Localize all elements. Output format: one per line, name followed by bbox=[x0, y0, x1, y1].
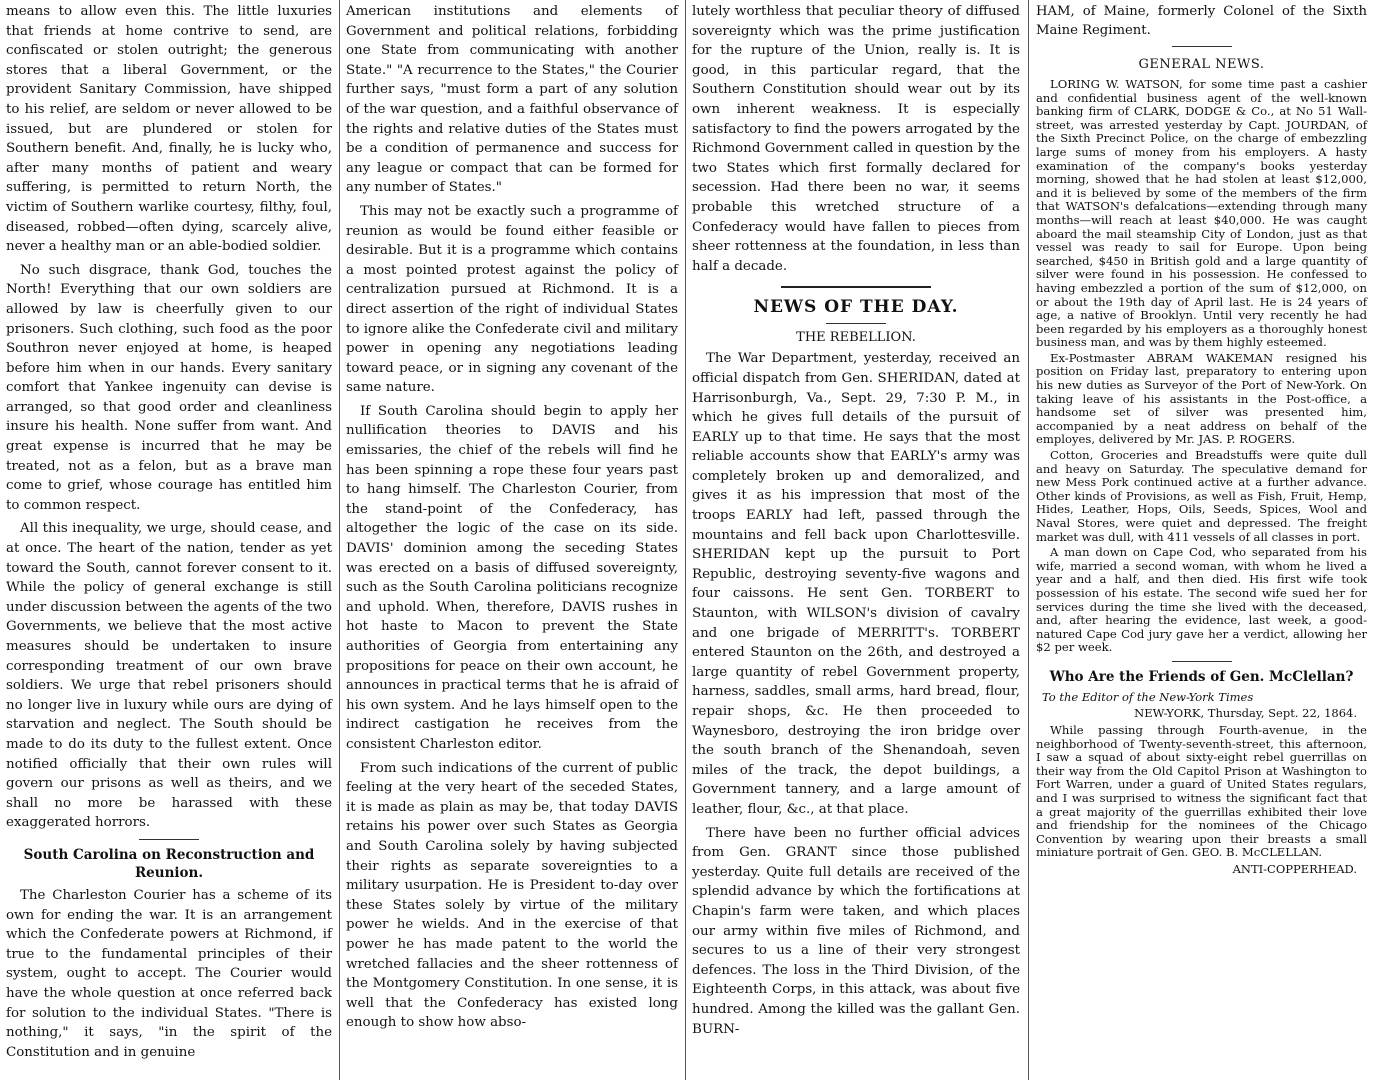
column-1 bbox=[0, 0, 338, 1080]
article-paragraph: means to allow even this. The little luxuries that friends at home contrive to send, are confiscated or stolen outright; the generous stores that a liberal Government, or the provident Sanitary Commission, have shipped to his relief, are seldom or never allowed to be issued, but are plundered or stolen for Southern benefit. And, finally, he is lucky who, after many months of patient and weary suffering, is permitted to return North, the victim of Southern warlike courtesy, filthy, foul, diseased, robbed—often dying, scarcely alive, never a healthy man or an able-bodied soldier. bbox=[6, 4, 332, 255]
article-heading: South Carolina on Reconstruction and Reunion. bbox=[23, 846, 315, 881]
letter-body: While passing through Fourth-avenue, in the neighborhood of Twenty-seventh-street, this afternoon, I saw a squad of about sixty-eight rebel guerrillas on their way from the Old Capitol Prison at Washington to Fort Warren, under a guard of United States regulars, and I was surprised to witness the significant fact that a great majority of the guerrillas exhibited their love and friendship for the nominees of the Chicago Convention by wearing upon their breasts a small miniature portrait of Gen. GEO. B. McCLELLAN. bbox=[1036, 722, 1367, 860]
article-paragraph: lutely worthless that peculiar theory of diffused sovereignty which was the prime justification for the rupture of the Union, really is. It is good, in this particular regard, that the Southern Constitution should wear out by its own inherent weakness. It is especially satisfactory to find the powers arrogated by the Richmond Government called in question by the two States which first formally declared for secession. Had there been no war, it seems probable this wretched structure of a Confederacy would have fallen to pieces from sheer rottenness at the foundation, in less than half a decade. bbox=[692, 4, 1020, 274]
article-paragraph: All this inequality, we urge, should cease, and at once. The heart of the nation, tender as yet toward the South, cannot forever consent to it. While the policy of general exchange is still under discussion between the agents of the two Governments, we believe that the most active measures should be undertaken to insure corresponding treatment of our own brave soldiers. We urge that rebel prisoners should no longer live in luxury while ours are dying of starvation and neglect. The South should be made to do its duty to the fullest extent. Once notified officially that their own rules will govern our prisons as well as theirs, and we shall no more be harassed with these exaggerated horrors. bbox=[6, 521, 332, 831]
news-item: Ex-Postmaster ABRAM WAKEMAN resigned his position on Friday last, preparatory to entering upon his new duties as Surveyor of the Port of New-York. On taking leave of his assistants in the Post-office, a handsome set of silver was presented him, accompanied by a neat address on behalf of the employes, delivered by Mr. JAS. P. ROGERS. bbox=[1036, 350, 1367, 447]
news-item: A man down on Cape Cod, who separated from his wife, married a second woman, with whom he lived a year and a half, and then died. His first wife took possession of his estate. The second wife sued her for services during the time she lived with the deceased, and, after hearing the evidence, last week, a good-natured Cape Cod jury gave her a verdict, allowing her $2 per week. bbox=[1036, 545, 1367, 655]
column-rule bbox=[1028, 0, 1029, 1080]
column-3 bbox=[686, 0, 1026, 1080]
article-paragraph: No such disgrace, thank God, touches the North! Everything that our own soldiers are allowed by law is cheerfully given to our prisoners. Such clothing, such food as the poor Southron never enjoyed at home, is heaped before him when in our hands. Every sanitary comfort that Yankee ingenuity can devise is arranged, so that good order and cleanliness insure his health. None suffer from want. And great expense is incurred that he may be treated, not as a felon, but as a brave man come to grief, whose courage has entitled him to common respect. bbox=[6, 262, 332, 513]
article-paragraph: From such indications of the current of public feeling at the very heart of the seceded States, it is made as plain as may be, that today DAVIS retains his power over such States as Georgia and South Carolina solely by having subjected their rights as separate sovereignties to a military usurpation. He is President to-day over these States solely by virtue of the military power he wields. And in the exercise of that power he has made patent to the world the wretched fallacies and the sheer rottenness of the Montgomery Constitution. In one sense, it is well that the Confederacy has existed long enough to show how abso- bbox=[346, 760, 678, 1031]
section-heading: GENERAL NEWS. bbox=[1138, 57, 1265, 72]
letter-signature: ANTI-COPPERHEAD. bbox=[1232, 861, 1357, 876]
section-heading: NEWS OF THE DAY. bbox=[753, 297, 959, 318]
separator-rule bbox=[1172, 661, 1232, 662]
article-paragraph: This may not be exactly such a programme of reunion as would be found either feasible or desirable. But it is a programme which contains a most pointed protest against the policy of centralization pursued at Richmond. It is a direct assertion of the right of individual States to ignore alike the Confederate civil and military power in opening any negotiations leading toward peace, or in signing any covenant of the same nature. bbox=[346, 203, 678, 396]
news-item: LORING W. WATSON, for some time past a cashier and confidential business agent of the well-known banking firm of CLARK, DODGE & Co., at No 51 Wall-street, was arrested yesterday by Capt. JOURDAN, of the Sixth Precinct Police, on the charge of embezzling large sums of money from his employers. A hasty examination of the company's books yesterday morning, showed that he had stolen at least $12,000, and it is believed by some of the members of the firm that WATSON's defalcations—extending through many months—will reach at least $40,000. He was caught aboard the mail steamship City of London, just as that vessel was ready to sail for Europe. Upon being searched, $450 in British gold and a large quantity of silver were found in his possession. He confessed to having embezzled a portion of the sum of $12,000, on or about the 19th day of April last. He is 24 years of age, a native of Brooklyn. Until very recently he had been regarded by his employers as a thoroughly honest business man, and was by them highly esteemed. bbox=[1036, 77, 1367, 350]
separator-rule bbox=[139, 839, 199, 840]
article-paragraph: If South Carolina should begin to apply her nullification theories to DAVIS and his emissaries, the chief of the rebels will find he has been spinning a rope these four years past to hang himself. The Charleston Courier, from the stand-point of the Confederacy, has altogether the logic of the case on its side. DAVIS' dominion among the seceding States was erected on a basis of diffused sovereignty, such as the South Carolina politicians recognize and uphold. When, therefore, DAVIS rushes in hot haste to Macon to prevent the State authorities of Georgia from entertaining any propositions for peace on their own account, he announces in practical terms that he is afraid of his own system. And he lays himself open to the indirect castigation he receives from the consistent Charleston editor. bbox=[346, 403, 678, 752]
section-rule bbox=[781, 286, 931, 289]
separator-rule bbox=[826, 323, 886, 324]
article-paragraph: American institutions and elements of Government and political relations, forbidding one State from communicating with another State." "A recurrence to the States," the Courier further says, "must form a part of any solution of the war question, and a faithful observance of the rights and relative duties of the States must be a condition of permanence and success for any league or compact that can be formed for any number of States." bbox=[346, 4, 678, 196]
letter-dateline: NEW-YORK, Thursday, Sept. 22, 1864. bbox=[1134, 705, 1357, 720]
letter-addressee: To the Editor of the New-York Times bbox=[1042, 689, 1254, 704]
article-paragraph: The Charleston Courier has a scheme of its own for ending the war. It is an arrangement which the Confederate powers at Richmond, if true to the fundamental principles of their system, ought to accept. The Courier would have the whole question at once referred back for solution to the individual States. "There is nothing," it says, "in the spirit of the Constitution and in genuine bbox=[6, 887, 332, 1060]
column-4 bbox=[1030, 0, 1373, 1080]
article-paragraph: The War Department, yesterday, received an official dispatch from Gen. SHERIDAN, dated at Harrisonburgh, Va., Sept. 29, 7:30 P. M., in which he gives full details of the pursuit of EARLY up to that time. He says that the most reliable accounts show that EARLY's army was completely broken up and demoralized, and gives it as his impression that most of the troops EARLY had left, passed through the mountains and fell back upon Charlottesville. SHERIDAN kept up the pursuit to Port Republic, destroying seventy-five wagons and four caissons. He sent Gen. TORBERT to Staunton, with WILSON's division of cavalry and one brigade of MERRITT's. TORBERT entered Staunton on the 26th, and destroyed a large quantity of rebel Government property, harness, saddles, small arms, hard bread, flour, repair shops, &c. He then proceeded to Waynesboro, destroying the iron bridge over the south branch of the Shenandoah, seven miles of the track, the depot buildings, a Government tannery, and a large amount of leather, flour, &c., at that place. bbox=[692, 351, 1020, 817]
letter-heading: Who Are the Friends of Gen. McClellan? bbox=[1049, 668, 1354, 685]
article-paragraph: HAM, of Maine, formerly Colonel of the Sixth Maine Regiment. bbox=[1036, 4, 1367, 38]
column-2 bbox=[340, 0, 684, 1080]
separator-rule bbox=[1172, 46, 1232, 47]
news-item: Cotton, Groceries and Breadstuffs were quite dull and heavy on Saturday. The speculative demand for new Mess Pork continued active at a further advance. Other kinds of Provisions, as well as Fish, Fruit, Hemp, Hides, Leather, Hops, Oils, Seeds, Spices, Wool and Naval Stores, were quiet and depressed. The freight market was dull, with 411 vessels of all classes in port. bbox=[1036, 448, 1367, 544]
sub-heading: THE REBELLION. bbox=[796, 330, 916, 346]
article-paragraph: There have been no further official advices from Gen. GRANT since those published yesterday. Quite full details are received of the splendid advance by which the fortifications at Chapin's farm were taken, and which places our army within five miles of Richmond, and secures to us a line of their very strongest defences. The loss in the Third Division, of the Eighteenth Corps, in this attack, was about five hundred. Among the killed was the gallant Gen. BURN- bbox=[692, 825, 1020, 1037]
